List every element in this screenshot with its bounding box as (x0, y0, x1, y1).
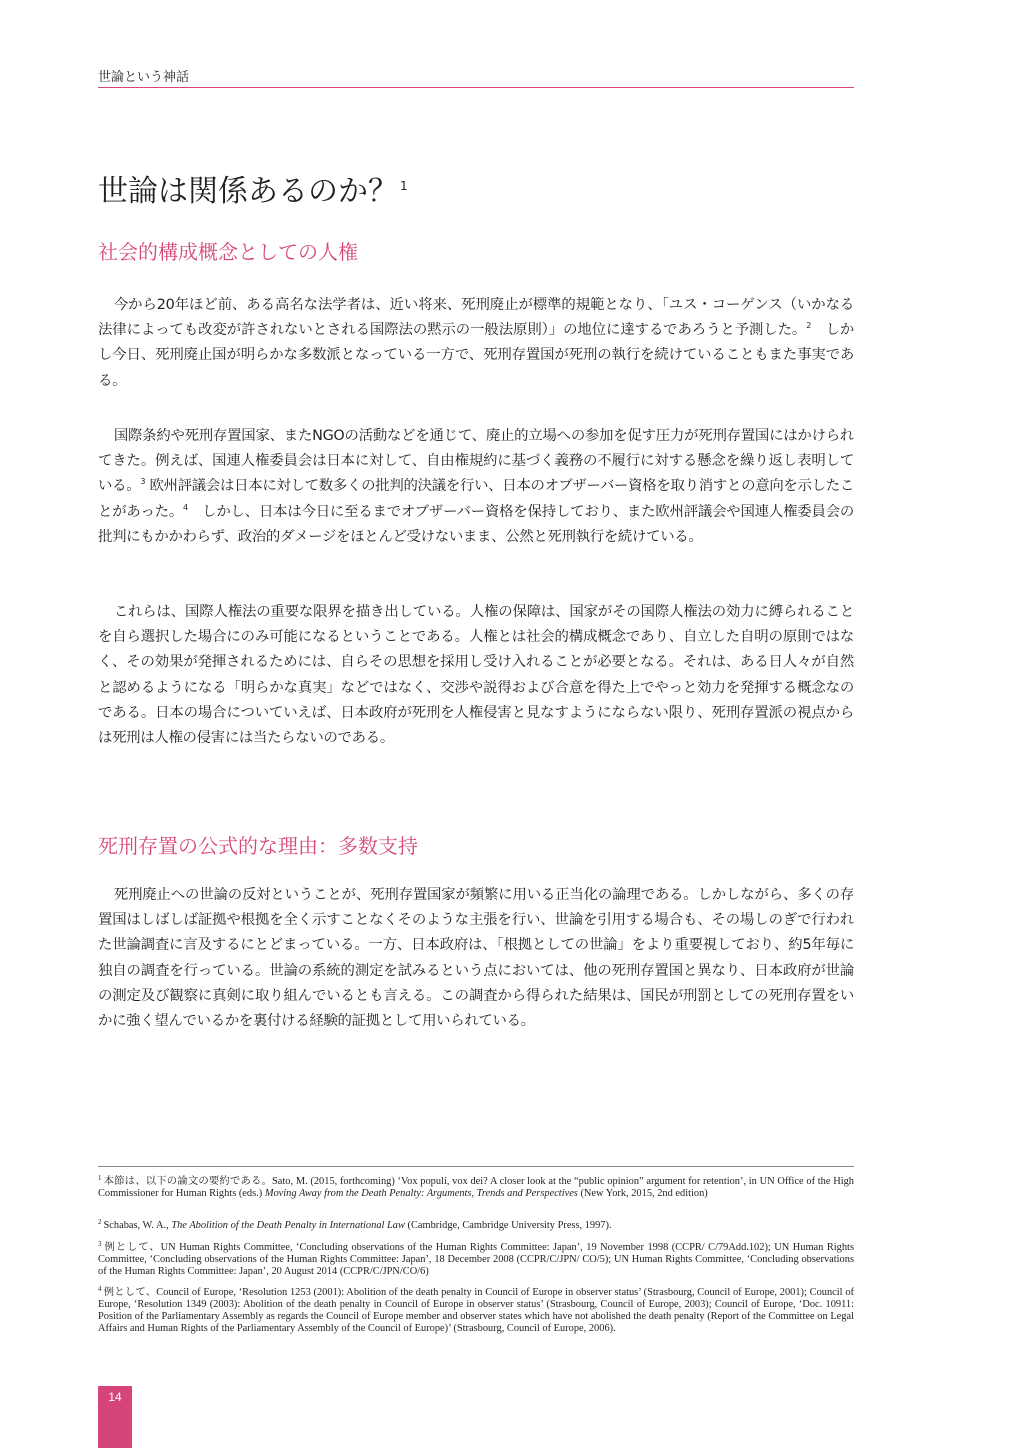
footnote-divider (98, 1166, 854, 1167)
footnote-ref: 1 (400, 179, 408, 193)
paragraph (98, 424, 854, 550)
header-divider (98, 87, 854, 88)
paragraph (98, 883, 854, 1034)
page-title-text: 世論は関係あるのか？ (98, 174, 398, 209)
footnote-number: 3 (98, 1239, 102, 1248)
paragraph-text: しかし、日本は今日に至るまでオブザーバー資格を保持しており、また欧州評議会や国連人権委員会の批判にもかかわらず、政治的ダメージをほとんど受けないまま、公然と死刑執行を続けている。 (98, 503, 854, 545)
page-title (98, 166, 408, 210)
footnote (98, 1217, 854, 1232)
section-heading: 社会的構成概念としての人権 (98, 240, 358, 264)
paragraph-text: 今から20年ほど前、ある高名な法学者は、近い将来、死刑廃止が標準的規範となり、「ユス・コーゲンス（いかなる法律によっても改変が許されないとされる国際法の黙示の一般法原則）」の地位に達するであろうと予測した。 (98, 297, 854, 339)
paragraph-text: 死刑廃止への世論の反対ということが、死刑存置国家が頻繁に用いる正当化の論理である。しかしながら、多くの存置国はしばしば証拠や根拠を全く示すことなくそのような主張を行い、世論を引用する場合も、その場しのぎで行われた世論調査に言及するにとどまっている。一方、日本政府は、「根拠としての世論」をより重要視しており、約5年毎に独自の調査を行っている。世論の系統的測定を試みるという点においては、他の死刑存置国と異なり、日本政府が世論の測定及び観察に真剣に取り組んでいるとも言える。この調査から得られた結果は、国民が刑罰としての死刑存置をいかに強く望んでいるかを裏付ける経験的証拠として用いられている。 (98, 887, 854, 1030)
footnote (98, 1284, 854, 1335)
paragraph (98, 600, 854, 751)
running-header: 世論という神話 (98, 70, 190, 85)
paragraph (98, 293, 854, 394)
footnote-number: 2 (98, 1217, 102, 1226)
footnote-text: 例として、UN Human Rights Committee, ‘Concluding observations of the Human Rights Committee: Japan’, 19 November 1998 (CCPR/ C/79Add.102); UN Human Rights Committee, ‘Concluding observations of the Human Rights Committee: Japan’, 18 December 2008 (CCPR/C/JPN/ CO/5); UN Human Rights Committee, ‘Concluding observations of the Human Rights Committee: Japan’, 20 August 2014 (CCPR/C/JPN/CO/6) (98, 1242, 854, 1277)
footnote-ref: 2 (806, 321, 812, 331)
footnote-text: 本節は、以下の論文の要約である。Sato, M. (2015, forthcoming) ‘Vox populi, vox dei? A closer look at the “public opinion” argument for retention’, in UN Office of the High Commissioner for Human Rights (eds.) (98, 1176, 854, 1199)
paragraph-text: しかし今日、死刑廃止国が明らかな多数派となっている一方で、死刑存置国が死刑の執行を続けていることもまた事実である。 (98, 322, 854, 389)
footnote-text: Schabas, W. A., (103, 1220, 172, 1231)
footnote (98, 1173, 854, 1200)
page-number: 14 (108, 1390, 122, 1404)
paragraph-text: 国際条約や死刑存置国家、またNGOの活動などを通じて、廃止的立場への参加を促す圧力が死刑存置国にはかけられてきた。例えば、国連人権委員会は日本に対して、自由権規約に基づく義務の不履行に対する懸念を繰り返し表明している。 (98, 428, 854, 495)
footnote-text: (New York, 2015, 2nd edition) (577, 1188, 708, 1199)
section-heading: 死刑存置の公式的な理由：多数支持 (98, 834, 418, 858)
footnote-number: 1 (98, 1173, 102, 1182)
footnote (98, 1239, 854, 1278)
paragraph-text: これらは、国際人権法の重要な限界を描き出している。人権の保障は、国家がその国際人権法の効力に縛られることを自ら選択した場合にのみ可能になるということである。人権とは社会的構成概念であり、自立した自明の原則ではなく、その効果が発揮されるためには、自らその思想を採用し受け入れることが必要となる。それは、ある日人々が自然と認めるようになる「明らかな真実」などではなく、交渉や説得および合意を得た上でやっと効力を発揮する概念なのである。日本の場合についていえば、日本政府が死刑を人権侵害と見なすようにならない限り、死刑存置派の視点からは死刑は人権の侵害には当たらないのである。 (98, 604, 854, 747)
page-number-tab (98, 1386, 132, 1448)
footnote-title: Moving Away from the Death Penalty: Arguments, Trends and Perspectives (264, 1188, 578, 1199)
footnote-ref: 4 (183, 502, 188, 512)
footnote-title: The Abolition of the Death Penalty in International Law (171, 1220, 405, 1231)
footnote-text: (Cambridge, Cambridge University Press, 1997). (404, 1220, 612, 1231)
footnote-text: 例として、Council of Europe, ‘Resolution 1253 (2001): Abolition of the death penalty in Council of Europe in observer status’ (Strasbourg, Council of Europe, 2001); Council of Europe, ‘Resolution 1349 (2003): Abolition of the death penalty in Council of Europe in observer status’ (Strasbourg, Council of Europe, 2003); Council of Europe, ‘Doc. 10911: Position of the Parliamentary Assembly as regards the Council of Europe member and observer states which have not abolished the death penalty (Report of the Committee on Legal Affairs and Human Rights of the Parliamentary Assembly of the Council of Europe)’ (Strasbourg, Council of Europe, 2006). (98, 1287, 854, 1334)
footnote-ref: 3 (140, 477, 146, 487)
paragraph-text: 欧州評議会は日本に対して数多くの批判的決議を行い、日本のオブザーバー資格を取り消すとの意向を示したことがあった。 (98, 478, 854, 520)
footnote-number: 4 (98, 1284, 102, 1293)
